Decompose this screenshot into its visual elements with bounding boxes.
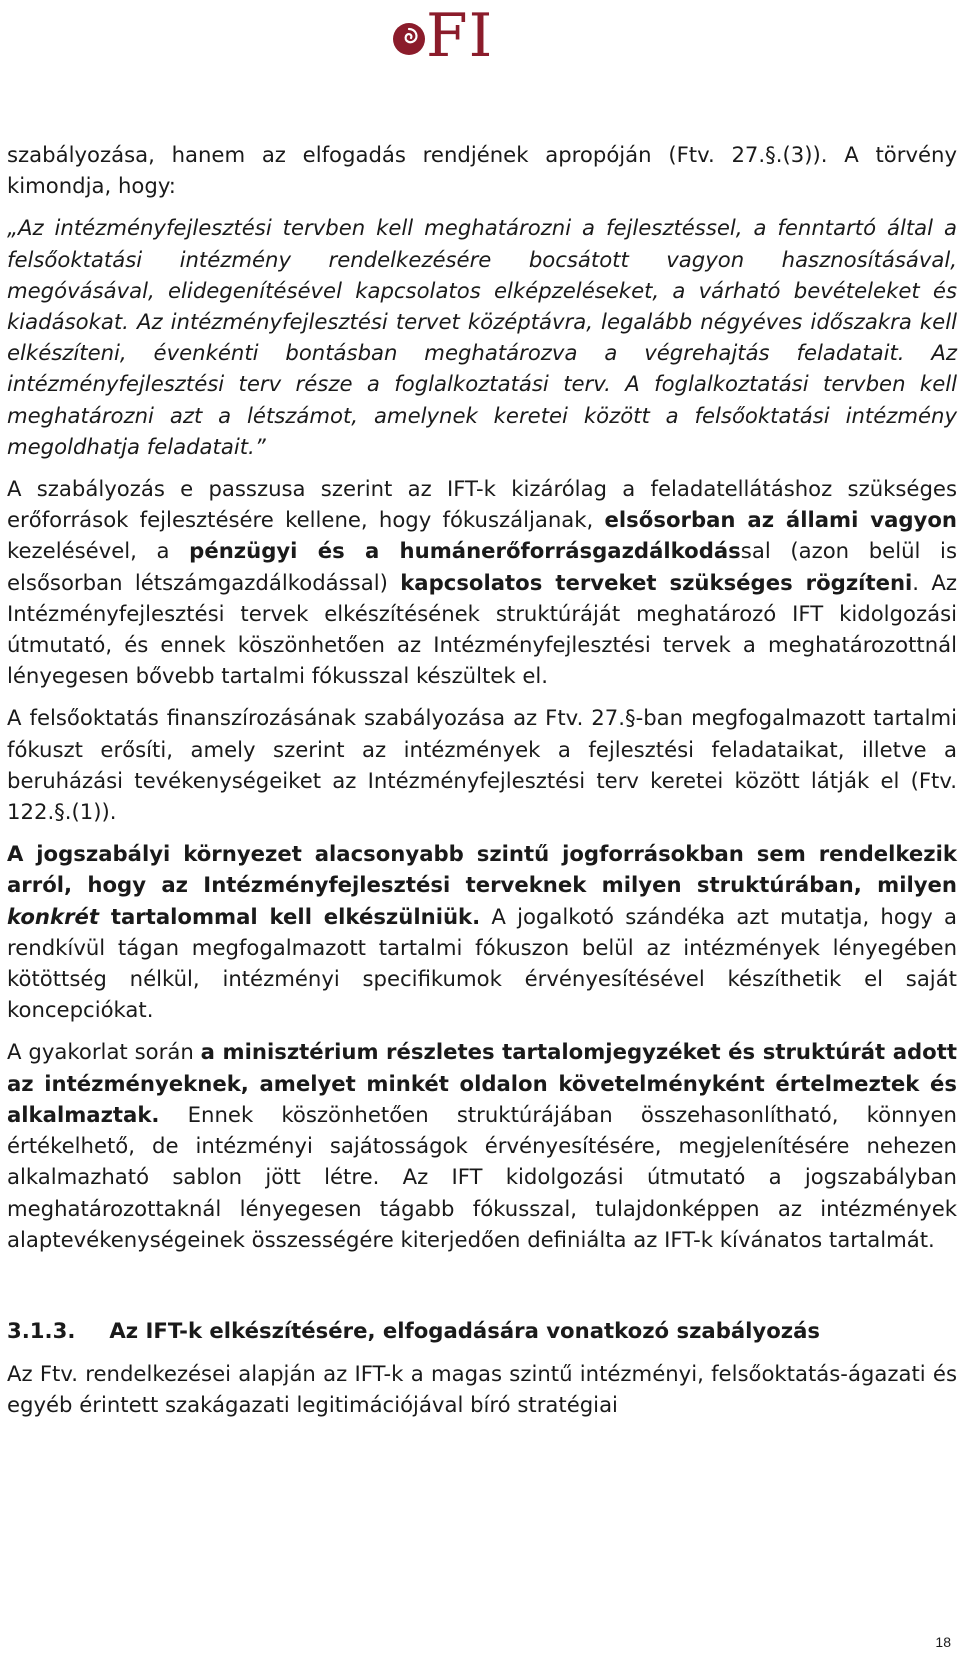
- paragraph-intro: szabályozása, hanem az elfogadás rendjének apropóján (Ftv. 27.§.(3)). A törvény kimondja, hogy:: [7, 142, 957, 199]
- paragraph-legal-environment: [7, 838, 957, 1025]
- bold-span: pénzügyi és a humánerőforrásgazdálkodás: [189, 538, 741, 564]
- document-body: [7, 139, 957, 1432]
- section-number: 3.1.3.: [7, 1317, 76, 1343]
- text-span: . Az Intézményfejlesztési tervek elkészítésének struktúráját meghatározó IFT kidolgozási útmutató, és ennek köszönhetően az Intézményfejlesztési tervek a meghatározottnál lényegesen bővebb tartalmi fókusszal készültek el.: [7, 569, 957, 689]
- paragraph-practice: [7, 1036, 957, 1254]
- bold-span: kapcsolatos terveket szükséges rögzíteni: [400, 569, 913, 595]
- ofi-logo: [390, 1, 520, 71]
- bold-span: a minisztérium részletes tartalomjegyzéket és struktúrát adott az intézményeknek, amelyet minkét oldalon követelményként értelmeztek és alkalmaztak.: [7, 1039, 957, 1127]
- text-span: Ennek köszönhetően struktúrájában összehasonlítható, könnyen értékelhető, de intézményi sajátosságok érvényesítésére, megjelenítésére nehezen alkalmazható sablon jött létre. Az IFT kidolgozási útmutató a jogszabályban meghatározottaknál lényegesen tágabb fókusszal, tulajdonképpen az intézmények alaptevékenységeinek összességére kiterjedően definiálta az IFT-k kívánatos tartalmát.: [7, 1101, 957, 1252]
- text-span: A jogalkotó szándéka azt mutatja, hogy a rendkívül tágan megfogalmazott tartalmi fókuszon belül az intézmények lényegében kötöttség nélkül, intézményi specifikumok érvényesítésével készíthetik el saját koncepciókat.: [7, 903, 957, 1023]
- bold-span: tartalommal kell elkészülniük.: [99, 903, 481, 929]
- section-title: Az IFT-k elkészítésére, elfogadására vonatkozó szabályozás: [109, 1317, 821, 1343]
- logo-text: FI: [426, 1, 494, 71]
- paragraph-regulation-focus: [7, 473, 957, 691]
- paragraph-ftv-provisions: Az Ftv. rendelkezései alapján az IFT-k a magas szintű intézményi, felsőoktatás-ágazati és egyéb érintett szakágazati legitimációjával bíró stratégiai: [7, 1361, 957, 1418]
- text-span: sal (azon belül is elsősorban létszámgazdálkodással): [7, 538, 957, 595]
- swirl-logo-icon: [390, 4, 428, 66]
- bold-italic-span: [7, 904, 99, 929]
- law-quote: „Az intézményfejlesztési tervben kell meghatározni a fejlesztéssel, a fenntartó által a felsőoktatási intézmény rendelkezésére bocsátott vagyon hasznosításával, megóvásával, elidegenítésével kapcsolatos elképzeléseket, a várható bevételeket és kiadásokat. Az intézményfejlesztési tervet középtávra, legalább négyéves időszakra kell elkészíteni, évenkénti bontásban meghatározva a végrehajtás feladatait. Az intézményfejlesztési terv része a foglalkoztatási terv. A foglalkoztatási tervben kell meghatározni azt a létszámot, amelynek keretei között a felsőoktatási intézmény megoldhatja feladatait.”: [7, 215, 957, 459]
- text-span: A gyakorlat során: [7, 1039, 201, 1065]
- bold-span: A jogszabályi környezet alacsonyabb szintű jogforrásokban sem rendelkezik arról, hogy az Intézményfejlesztési terveknek milyen struktúrában, milyen: [7, 841, 957, 898]
- section-heading: [7, 1315, 957, 1346]
- paragraph-financing: A felsőoktatás finanszírozásának szabályozása az Ftv. 27.§-ban megfogalmazott tartalmi fókuszt erősíti, amely szerint az intézmények a fejlesztési feladataikat, illetve a beruházási tevékenységeiket az Intézményfejlesztési terv keretei között látják el (Ftv. 122.§.(1)).: [7, 705, 957, 825]
- page-number: 18: [935, 1634, 951, 1650]
- text-span: kezelésével, a: [7, 538, 190, 564]
- text-span: A szabályozás e passzusa szerint az IFT-k kizárólag a feladatellátáshoz szükséges erőforrások fejlesztésére kellene, hogy fókuszáljanak,: [7, 476, 957, 533]
- italic-span: konkrét: [7, 903, 100, 929]
- bold-span: elsősorban az állami vagyon: [604, 507, 957, 533]
